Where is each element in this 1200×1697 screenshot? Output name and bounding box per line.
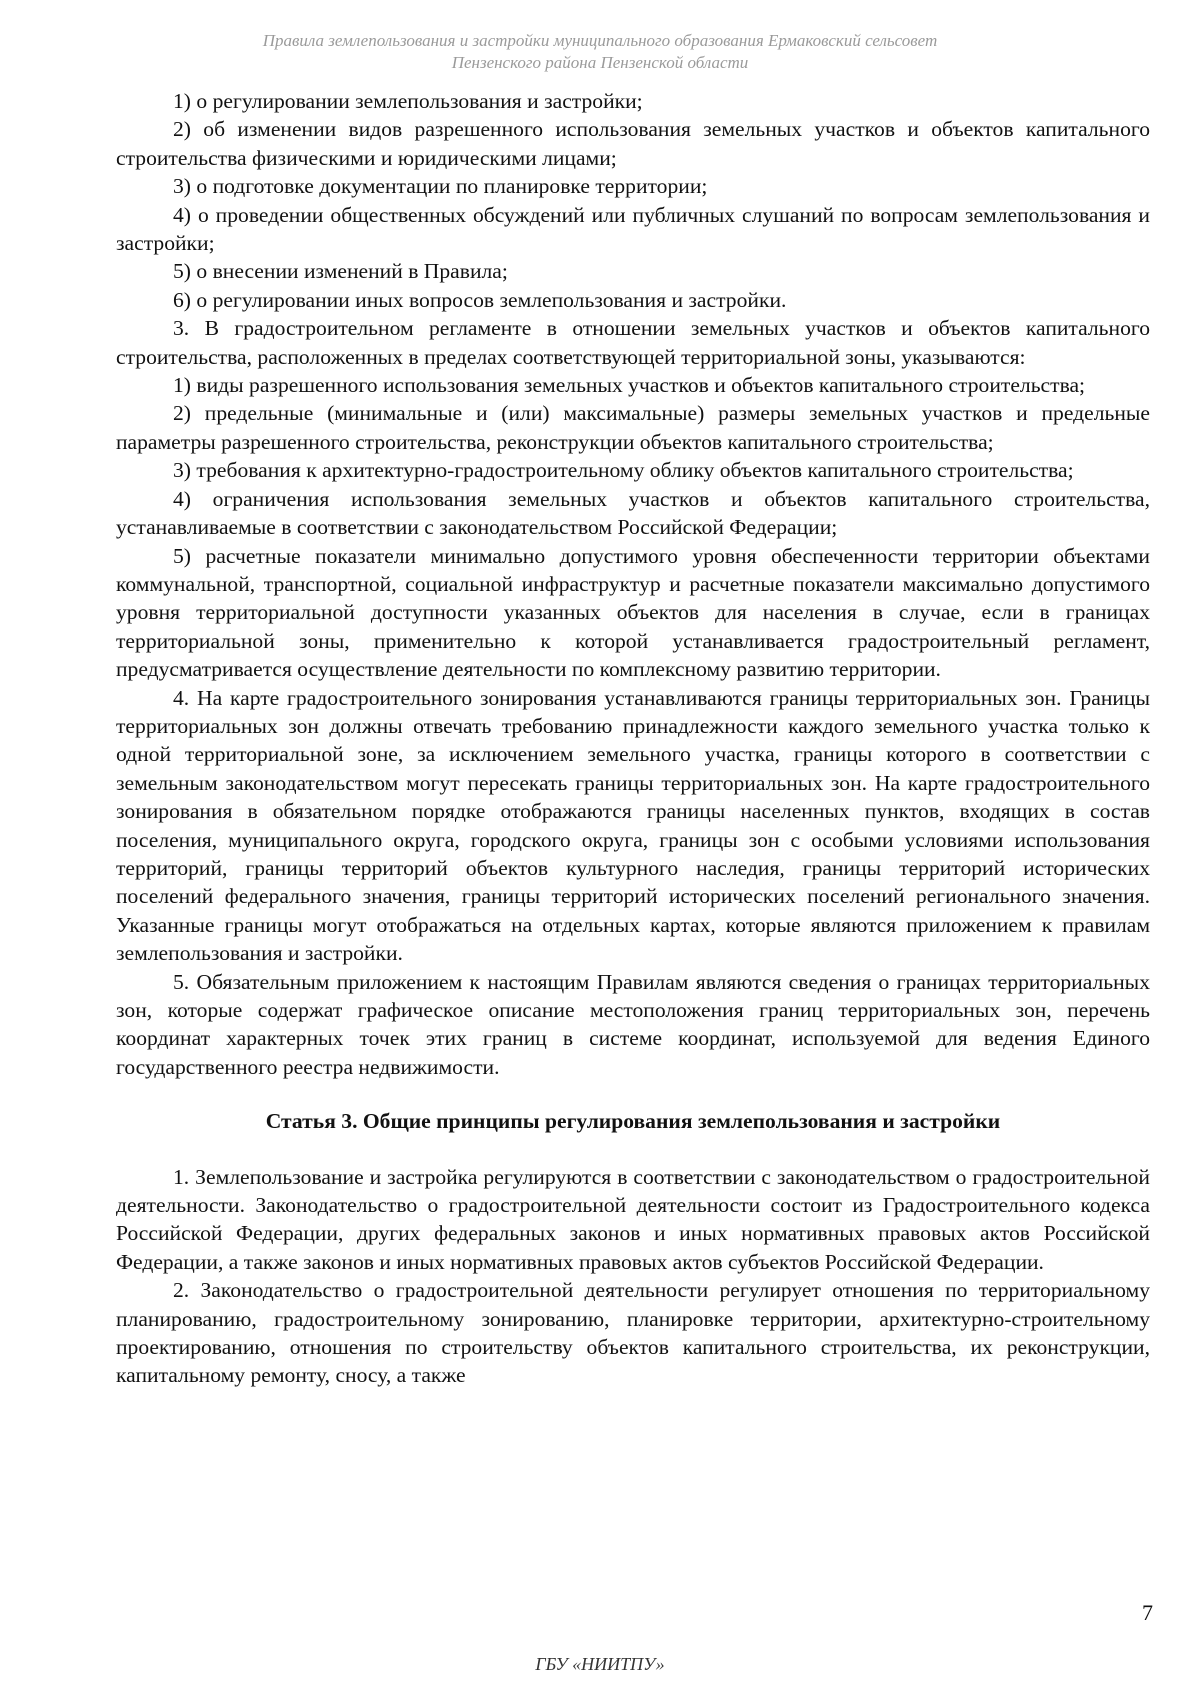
body-paragraph: 5) о внесении изменений в Правила; [173,259,508,284]
body-paragraph: 4) о проведении общественных обсуждений или публичных слушаний по вопросам землепользования и застройки; [116,202,1150,256]
body-paragraph: 2) об изменении видов разрешенного использования земельных участков и объектов капитального строительства физическими и юридическими лицами; [116,117,1150,170]
body-paragraph: 1) виды разрешенного использования земельных участков и объектов капитального строительства; [173,373,1086,398]
body-paragraph: 3. В градостроительном регламенте в отношении земельных участков и объектов капитального строительства, расположенных в пределах соответствующей территориальной зоны, указываются: [116,316,1150,369]
article-heading: Статья 3. Общие принципы регулирования землепользования и застройки [265,1109,1001,1134]
body-paragraph: 4. На карте градостроительного зонирования устанавливаются границы территориальных зон. Границы территориальных зон должны отвечать требованию принадлежности каждого земельного участка только к одной территориальной зоне, за исключением земельного участка, границы которого в соответствии с земельным законодательством могут пересекать границы территориальных зон. На карте градостроительного зонирования в обязательном порядке отображаются границы населенных пунктов, входящих в состав поселения, муниципального округа, городского округа, границы зон с особыми условиями использования территорий, границы территорий объектов культурного наследия, границы территорий исторических поселений федерального значения, границы территорий исторических поселений регионального значения. Указанные границы могут отображаться на отдельных картах, которые являются приложением к правилам землепользования и застройки. [116,685,1150,966]
body-paragraph: 1) о регулировании землепользования и застройки; [173,89,643,113]
body-paragraph: 4) ограничения использования земельных участков и объектов капитального строительства, устанавливаемые в соответствии с законодательством Российской Федерации; [116,486,1150,540]
footer-organization: ГБУ «НИИТПУ» [535,1654,665,1674]
body-paragraph: 3) о подготовке документации по планировке территории; [173,174,708,199]
article-paragraph: 1. Землепользование и застройка регулируются в соответствии с законодательством о градостроительной деятельности. Законодательство о градостроительной деятельности состоит из Градостроительного кодекса Российской Федерации, других федеральных законов и иных нормативных правовых актов Российской Федерации, а также законов и иных нормативных правовых актов субъектов Российской Федерации. [116,1164,1150,1274]
header-line-1: Правила землепользования и застройки муниципального образования Ермаковский сельсовет [262,31,938,50]
body-paragraph: 5) расчетные показатели минимально допустимого уровня обеспеченности территории объектами коммунальной, транспортной, социальной инфраструктур и расчетные показатели максимально допустимого уровня территориальной доступности указанных объектов для населения в случае, если в границах территориальной зоны, применительно к которой устанавливается градостроительный регламент, предусматривается осуществление деятельности по комплексному развитию территории. [116,543,1150,682]
document-body [116,87,1150,1390]
body-paragraph: 2) предельные (минимальные и (или) максимальные) размеры земельных участков и предельные параметры разрешенного строительства, реконструкции объектов капитального строительства; [116,401,1150,454]
page-number: 7 [1142,1600,1153,1625]
body-paragraph: 3) требования к архитектурно-градостроительному облику объектов капитального строительства; [173,458,1074,483]
running-header [160,30,1040,74]
body-paragraph: 6) о регулировании иных вопросов землепользования и застройки. [173,287,787,312]
article-paragraph: 2. Законодательство о градостроительной деятельности регулирует отношения по территориальному планированию, градостроительному зонированию, планировке территории, архитектурно-строительному проектированию, отношения по строительству объектов капитального строительства, их реконструкции, капитальному ремонту, сносу, а также [116,1278,1150,1388]
body-paragraph: 5. Обязательным приложением к настоящим Правилам являются сведения о границах территориальных зон, которые содержат графическое описание местоположения границ территориальных зон, перечень координат характерных точек этих границ в системе координат, используемой для ведения Единого государственного реестра недвижимости. [116,969,1150,1079]
header-line-2: Пензенского района Пензенской области [451,53,749,72]
